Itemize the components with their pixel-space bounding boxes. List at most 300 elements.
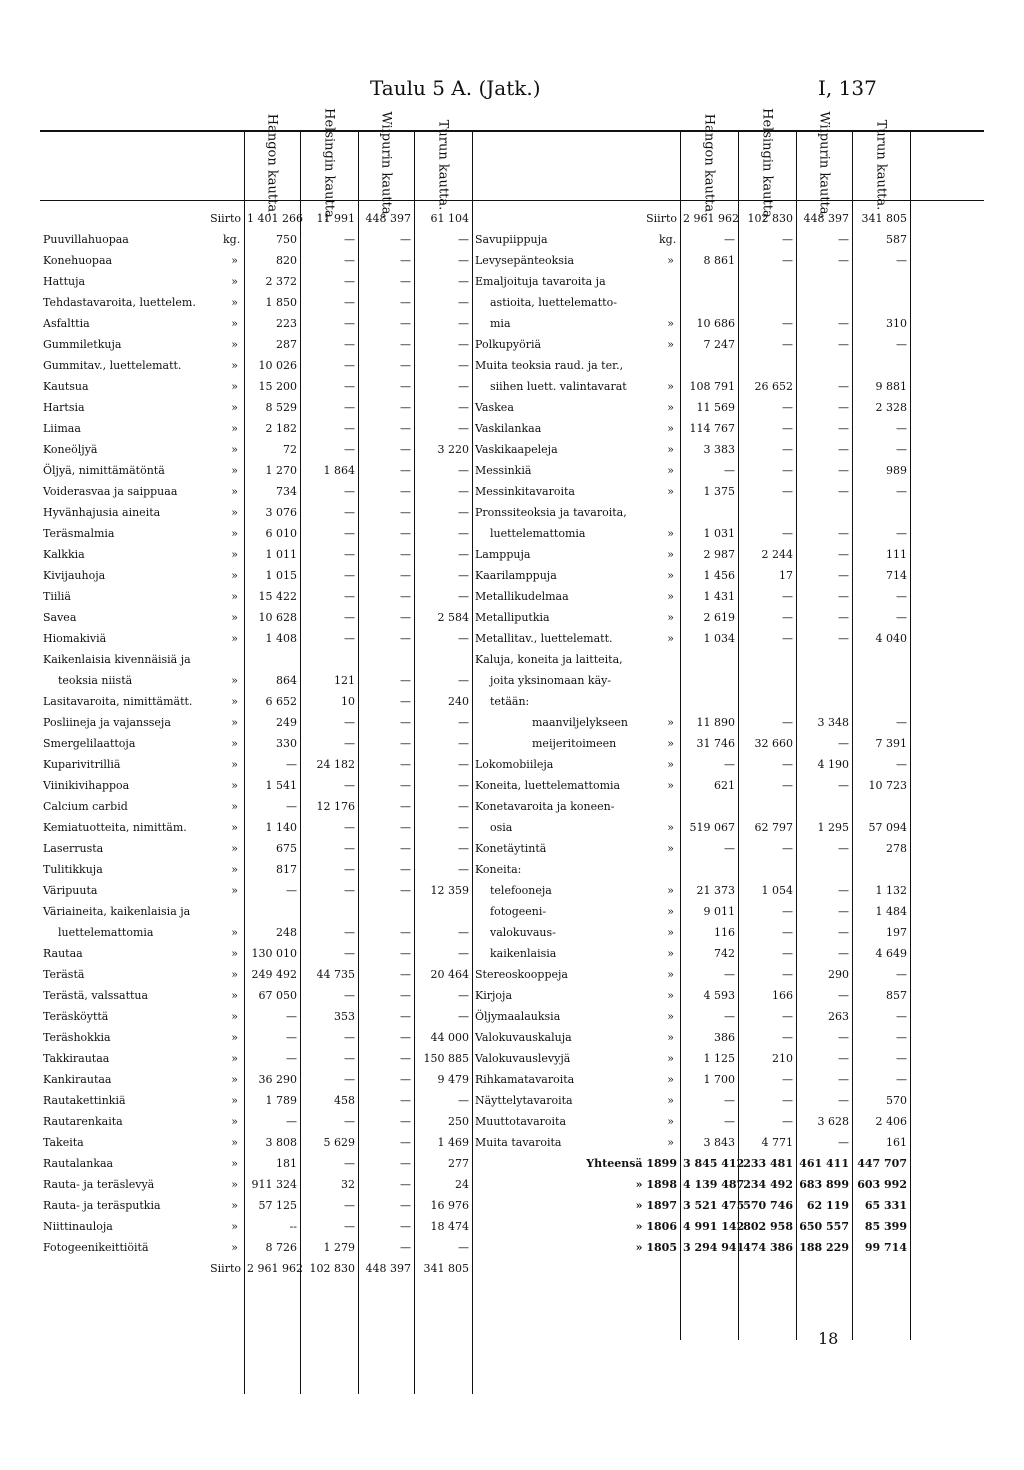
row-value: — — [286, 1031, 297, 1044]
row-value: 3 808 — [265, 1136, 297, 1149]
table-row — [40, 229, 472, 250]
col-head-hanko: Hangon kautta. — [264, 113, 280, 217]
row-value: — — [400, 737, 411, 750]
row-value: — — [896, 1010, 907, 1023]
row-value: — — [458, 527, 469, 540]
row-unit — [656, 670, 680, 691]
table-row — [40, 1069, 472, 1090]
row-value: 1 125 — [703, 1052, 735, 1065]
col-head-helsinki: Helsingin kautta. — [321, 108, 337, 222]
table-row — [472, 1006, 910, 1027]
row-unit: » — [667, 422, 674, 435]
row-label: Gummiletkuja — [43, 338, 122, 351]
row-value: — — [458, 422, 469, 435]
row-value: — — [896, 254, 907, 267]
row-label: Väriaineita, kaikenlaisia ja — [43, 905, 191, 918]
row-value: 287 — [276, 338, 297, 351]
row-label: Kivijauhoja — [43, 569, 106, 582]
row-label: luettelemattomia — [490, 527, 586, 540]
row-value: — — [782, 926, 793, 939]
row-unit: » — [231, 569, 238, 582]
row-value: 310 — [886, 317, 907, 330]
row-label: Konehuopaa — [43, 254, 113, 267]
row-unit: » — [231, 590, 238, 603]
row-value: — — [286, 1115, 297, 1128]
row-value: — — [400, 527, 411, 540]
row-unit: » — [231, 758, 238, 771]
row-value: 223 — [276, 317, 297, 330]
row-unit: » — [231, 1136, 238, 1149]
table-row — [472, 964, 910, 985]
row-value: 1 469 — [437, 1136, 469, 1149]
row-value: — — [838, 422, 849, 435]
table-row — [40, 418, 472, 439]
table-row — [40, 943, 472, 964]
row-unit: » — [231, 296, 238, 309]
row-value: 750 — [276, 233, 297, 246]
row-value: — — [286, 758, 297, 771]
row-value: — — [400, 443, 411, 456]
col-head-helsinki-right: Helsingin kautta. — [759, 108, 775, 222]
table-row — [472, 649, 910, 670]
row-label: Emaljoituja tavaroita ja — [475, 275, 606, 288]
row-value: — — [344, 380, 355, 393]
row-label: Kaarilamppuja — [475, 569, 557, 582]
row-value: — — [400, 884, 411, 897]
table-row — [472, 1132, 910, 1153]
carry-out-value: 102 830 — [309, 1262, 355, 1275]
row-label: Gummitav., luettelematt. — [43, 359, 182, 372]
row-value: 1 375 — [703, 485, 735, 498]
row-unit — [656, 649, 680, 670]
row-label: Posliineja ja vajansseja — [43, 716, 171, 729]
row-label: Rautalankaa — [43, 1157, 114, 1170]
row-value: 570 — [886, 1094, 907, 1107]
row-value: — — [724, 842, 735, 855]
row-value: 9 479 — [437, 1073, 469, 1086]
row-label: Savea — [43, 611, 77, 624]
row-value: 116 — [714, 926, 735, 939]
row-unit: » — [231, 1199, 238, 1212]
row-value: 587 — [886, 233, 907, 246]
table-row — [472, 229, 910, 250]
row-value: — — [400, 779, 411, 792]
row-unit: » — [231, 506, 238, 519]
row-unit: » — [231, 1052, 238, 1065]
row-unit: » — [231, 1115, 238, 1128]
row-label: Rihkamatavaroita — [475, 1073, 575, 1086]
row-value: 1 034 — [703, 632, 735, 645]
row-value: — — [400, 695, 411, 708]
table-row — [40, 712, 472, 733]
row-value: — — [458, 254, 469, 267]
row-value: — — [400, 569, 411, 582]
row-unit — [220, 649, 244, 670]
table-row — [40, 1111, 472, 1132]
row-value: 714 — [886, 569, 907, 582]
row-value: — — [286, 1052, 297, 1065]
totals-row — [472, 1237, 910, 1258]
row-value — [738, 670, 796, 691]
row-label: Koneöljyä — [43, 443, 98, 456]
row-value — [796, 859, 852, 880]
row-value: — — [400, 926, 411, 939]
totals-value: 4 139 487 — [683, 1178, 745, 1191]
table-row — [472, 460, 910, 481]
row-label: Kankirautaa — [43, 1073, 112, 1086]
row-unit: » — [231, 1010, 238, 1023]
row-unit: » — [231, 1178, 238, 1191]
table-row — [472, 733, 910, 754]
row-unit: » — [667, 905, 674, 918]
row-value: — — [458, 947, 469, 960]
row-value: 31 746 — [696, 737, 735, 750]
row-value: 864 — [276, 674, 297, 687]
row-value: — — [344, 716, 355, 729]
totals-label: » 1897 — [635, 1199, 677, 1212]
totals-value: 3 521 475 — [683, 1199, 745, 1212]
totals-row — [472, 1216, 910, 1237]
row-label: Kirjoja — [475, 989, 512, 1002]
row-value: — — [782, 464, 793, 477]
row-value: — — [400, 1115, 411, 1128]
row-unit — [656, 355, 680, 376]
table-row — [472, 796, 910, 817]
totals-value: 99 714 — [864, 1241, 907, 1254]
row-value: 44 000 — [430, 1031, 469, 1044]
row-value: — — [344, 317, 355, 330]
row-value — [680, 670, 738, 691]
table-row — [472, 586, 910, 607]
carry-out-value: 341 805 — [423, 1262, 469, 1275]
col-head-turku: Turun kautta. — [435, 119, 451, 211]
row-value: — — [400, 338, 411, 351]
row-value: 1 700 — [703, 1073, 735, 1086]
row-value: — — [782, 1031, 793, 1044]
table-row — [40, 313, 472, 334]
row-value: 2 619 — [703, 611, 735, 624]
row-label: Pronssiteoksia ja tavaroita, — [475, 506, 627, 519]
carry-in-row — [40, 208, 472, 229]
table-row — [472, 481, 910, 502]
row-unit: » — [231, 380, 238, 393]
row-label: Takkirautaa — [43, 1052, 110, 1065]
row-value: — — [458, 233, 469, 246]
carry-in-value: 102 830 — [747, 212, 793, 225]
table-row — [40, 1174, 472, 1195]
totals-label: » 1898 — [635, 1178, 677, 1191]
row-unit: » — [667, 884, 674, 897]
row-unit: » — [231, 695, 238, 708]
row-value: 1 408 — [265, 632, 297, 645]
row-label: mia — [490, 317, 511, 330]
table-row — [472, 250, 910, 271]
row-value: — — [400, 947, 411, 960]
row-label: Koneita: — [475, 863, 522, 876]
row-label: Vaskilankaa — [475, 422, 542, 435]
row-value: — — [344, 821, 355, 834]
row-value: — — [344, 338, 355, 351]
row-label: maanviljelykseen — [532, 716, 628, 729]
carry-out-row — [40, 1258, 472, 1279]
row-value: — — [458, 338, 469, 351]
table-row — [472, 1111, 910, 1132]
row-value: — — [286, 884, 297, 897]
table-row — [472, 292, 910, 313]
row-value: — — [458, 359, 469, 372]
row-label: Takeita — [43, 1136, 84, 1149]
row-value: 2 584 — [437, 611, 469, 624]
row-unit: » — [667, 1031, 674, 1044]
row-value: 857 — [886, 989, 907, 1002]
table-row — [40, 397, 472, 418]
row-value: — — [896, 443, 907, 456]
totals-value: 233 481 — [743, 1157, 793, 1170]
col-head-hanko-right: Hangon kautta. — [701, 113, 717, 217]
row-label: Metallitav., luettelematt. — [475, 632, 613, 645]
row-label: Vaskikaapeleja — [475, 443, 558, 456]
row-value: 6 652 — [265, 695, 297, 708]
row-value — [852, 859, 910, 880]
totals-value: 85 399 — [864, 1220, 907, 1233]
row-value: — — [838, 569, 849, 582]
totals-value: 461 411 — [799, 1157, 849, 1170]
row-value: — — [400, 296, 411, 309]
row-value: — — [838, 254, 849, 267]
table-row — [40, 859, 472, 880]
table-row — [472, 565, 910, 586]
row-label: Kalkkia — [43, 548, 85, 561]
row-value: 111 — [886, 548, 907, 561]
row-value: — — [344, 527, 355, 540]
row-value: — — [782, 842, 793, 855]
row-value: — — [400, 380, 411, 393]
row-value: — — [400, 716, 411, 729]
row-value: — — [400, 233, 411, 246]
row-value: 1 456 — [703, 569, 735, 582]
row-unit: » — [231, 1031, 238, 1044]
table-row — [40, 355, 472, 376]
row-label: Muuttotavaroita — [475, 1115, 567, 1128]
row-value: — — [838, 443, 849, 456]
row-label: Hattuja — [43, 275, 86, 288]
row-value: — — [458, 464, 469, 477]
right-data-table — [472, 208, 910, 1258]
row-value: 240 — [448, 695, 469, 708]
table-row — [40, 250, 472, 271]
row-value: — — [344, 1199, 355, 1212]
table-row — [40, 691, 472, 712]
table-row — [40, 985, 472, 1006]
row-value: 8 726 — [265, 1241, 297, 1254]
carry-in-label: Siirto — [646, 212, 677, 225]
row-value: 1 541 — [265, 779, 297, 792]
row-value: — — [344, 254, 355, 267]
table-row — [472, 859, 910, 880]
row-value: 7 247 — [703, 338, 735, 351]
row-value: — — [458, 485, 469, 498]
row-value: 675 — [276, 842, 297, 855]
table-row — [472, 502, 910, 523]
row-label: tetään: — [490, 695, 530, 708]
row-value: — — [344, 422, 355, 435]
table-row — [40, 607, 472, 628]
row-value: — — [344, 1220, 355, 1233]
table-row — [472, 355, 910, 376]
totals-value: 570 746 — [743, 1199, 793, 1212]
row-value — [300, 649, 358, 670]
row-value: — — [400, 1031, 411, 1044]
row-value: — — [400, 422, 411, 435]
row-value: — — [838, 884, 849, 897]
row-value: — — [896, 527, 907, 540]
row-value: — — [458, 800, 469, 813]
totals-value: 603 992 — [857, 1178, 907, 1191]
row-value: — — [400, 1220, 411, 1233]
table-row — [40, 1027, 472, 1048]
row-value: — — [344, 401, 355, 414]
row-value: — — [344, 1115, 355, 1128]
carry-out-value: 448 397 — [365, 1262, 411, 1275]
row-value: — — [344, 1052, 355, 1065]
row-value: — — [344, 1157, 355, 1170]
row-value: 290 — [828, 968, 849, 981]
row-value: — — [458, 590, 469, 603]
totals-value: 65 331 — [864, 1199, 907, 1212]
row-value: 150 885 — [423, 1052, 469, 1065]
row-value — [680, 859, 738, 880]
row-value: — — [782, 632, 793, 645]
row-unit: » — [231, 989, 238, 1002]
totals-value: 188 229 — [799, 1241, 849, 1254]
row-value: — — [838, 1136, 849, 1149]
row-value: — — [400, 1199, 411, 1212]
row-value: 3 220 — [437, 443, 469, 456]
row-value: — — [838, 947, 849, 960]
row-value — [796, 292, 852, 313]
row-unit — [656, 502, 680, 523]
row-value: 248 — [276, 926, 297, 939]
row-value: — — [344, 548, 355, 561]
row-value: 1 140 — [265, 821, 297, 834]
row-value: — — [400, 590, 411, 603]
carry-in-value: 448 397 — [803, 212, 849, 225]
row-value: — — [458, 275, 469, 288]
row-unit: » — [667, 464, 674, 477]
table-row — [472, 271, 910, 292]
row-value — [738, 502, 796, 523]
row-label: Terästä — [43, 968, 85, 981]
row-label: Rautakettinkiä — [43, 1094, 126, 1107]
row-value: — — [344, 737, 355, 750]
row-value: — — [838, 779, 849, 792]
row-value: — — [344, 485, 355, 498]
row-value: — — [400, 1157, 411, 1170]
row-unit — [656, 796, 680, 817]
row-value: 1 850 — [265, 296, 297, 309]
row-value: — — [344, 863, 355, 876]
row-value: — — [458, 779, 469, 792]
row-value: — — [458, 758, 469, 771]
row-value: 67 050 — [258, 989, 297, 1002]
row-unit: » — [231, 317, 238, 330]
row-value — [680, 355, 738, 376]
row-value: — — [724, 464, 735, 477]
row-unit: » — [667, 842, 674, 855]
row-value — [680, 649, 738, 670]
row-value: — — [286, 800, 297, 813]
row-value: — — [838, 1094, 849, 1107]
row-value: 121 — [334, 674, 355, 687]
table-row — [40, 565, 472, 586]
row-value: — — [782, 443, 793, 456]
row-value: 817 — [276, 863, 297, 876]
row-value: 10 686 — [696, 317, 735, 330]
row-value: 1 031 — [703, 527, 735, 540]
row-value: — — [344, 779, 355, 792]
table-row — [472, 313, 910, 334]
table-row — [40, 1048, 472, 1069]
row-unit: » — [231, 464, 238, 477]
row-value: — — [458, 317, 469, 330]
row-value: — — [458, 1241, 469, 1254]
page-header — [0, 76, 1024, 106]
row-value — [738, 859, 796, 880]
row-value — [852, 502, 910, 523]
row-value: — — [344, 506, 355, 519]
row-unit: » — [667, 443, 674, 456]
row-value: — — [400, 1073, 411, 1086]
table-row — [472, 838, 910, 859]
row-value: — — [896, 1031, 907, 1044]
row-label: Levysepänteoksia — [475, 254, 575, 267]
row-value: 15 422 — [258, 590, 297, 603]
row-value: 17 — [779, 569, 793, 582]
row-value: — — [838, 485, 849, 498]
row-label: Teräsköyttä — [43, 1010, 109, 1023]
row-value: — — [724, 233, 735, 246]
totals-value: 802 958 — [743, 1220, 793, 1233]
row-label: Fotogeenikeittiöitä — [43, 1241, 149, 1254]
row-value: 166 — [772, 989, 793, 1002]
table-row — [40, 481, 472, 502]
row-unit — [656, 271, 680, 292]
row-value: — — [458, 863, 469, 876]
row-value: -- — [289, 1220, 297, 1233]
row-unit: kg. — [223, 233, 241, 246]
row-value: — — [400, 968, 411, 981]
row-value: 4 593 — [703, 989, 735, 1002]
row-value: — — [896, 968, 907, 981]
row-unit: » — [667, 569, 674, 582]
row-value: 24 182 — [316, 758, 355, 771]
totals-value: 234 492 — [743, 1178, 793, 1191]
row-value: 989 — [886, 464, 907, 477]
totals-value: 683 899 — [799, 1178, 849, 1191]
totals-row — [472, 1153, 910, 1174]
row-unit: » — [667, 779, 674, 792]
table-row — [472, 943, 910, 964]
row-value: — — [458, 632, 469, 645]
row-label: Niittinauloja — [43, 1220, 113, 1233]
row-value: 21 373 — [696, 884, 735, 897]
totals-value: 447 707 — [857, 1157, 907, 1170]
row-value: — — [400, 317, 411, 330]
row-value — [796, 670, 852, 691]
row-label: Tehdastavaroita, luettelem. — [43, 296, 196, 309]
row-value: — — [782, 1115, 793, 1128]
row-label: Rautarenkaita — [43, 1115, 123, 1128]
